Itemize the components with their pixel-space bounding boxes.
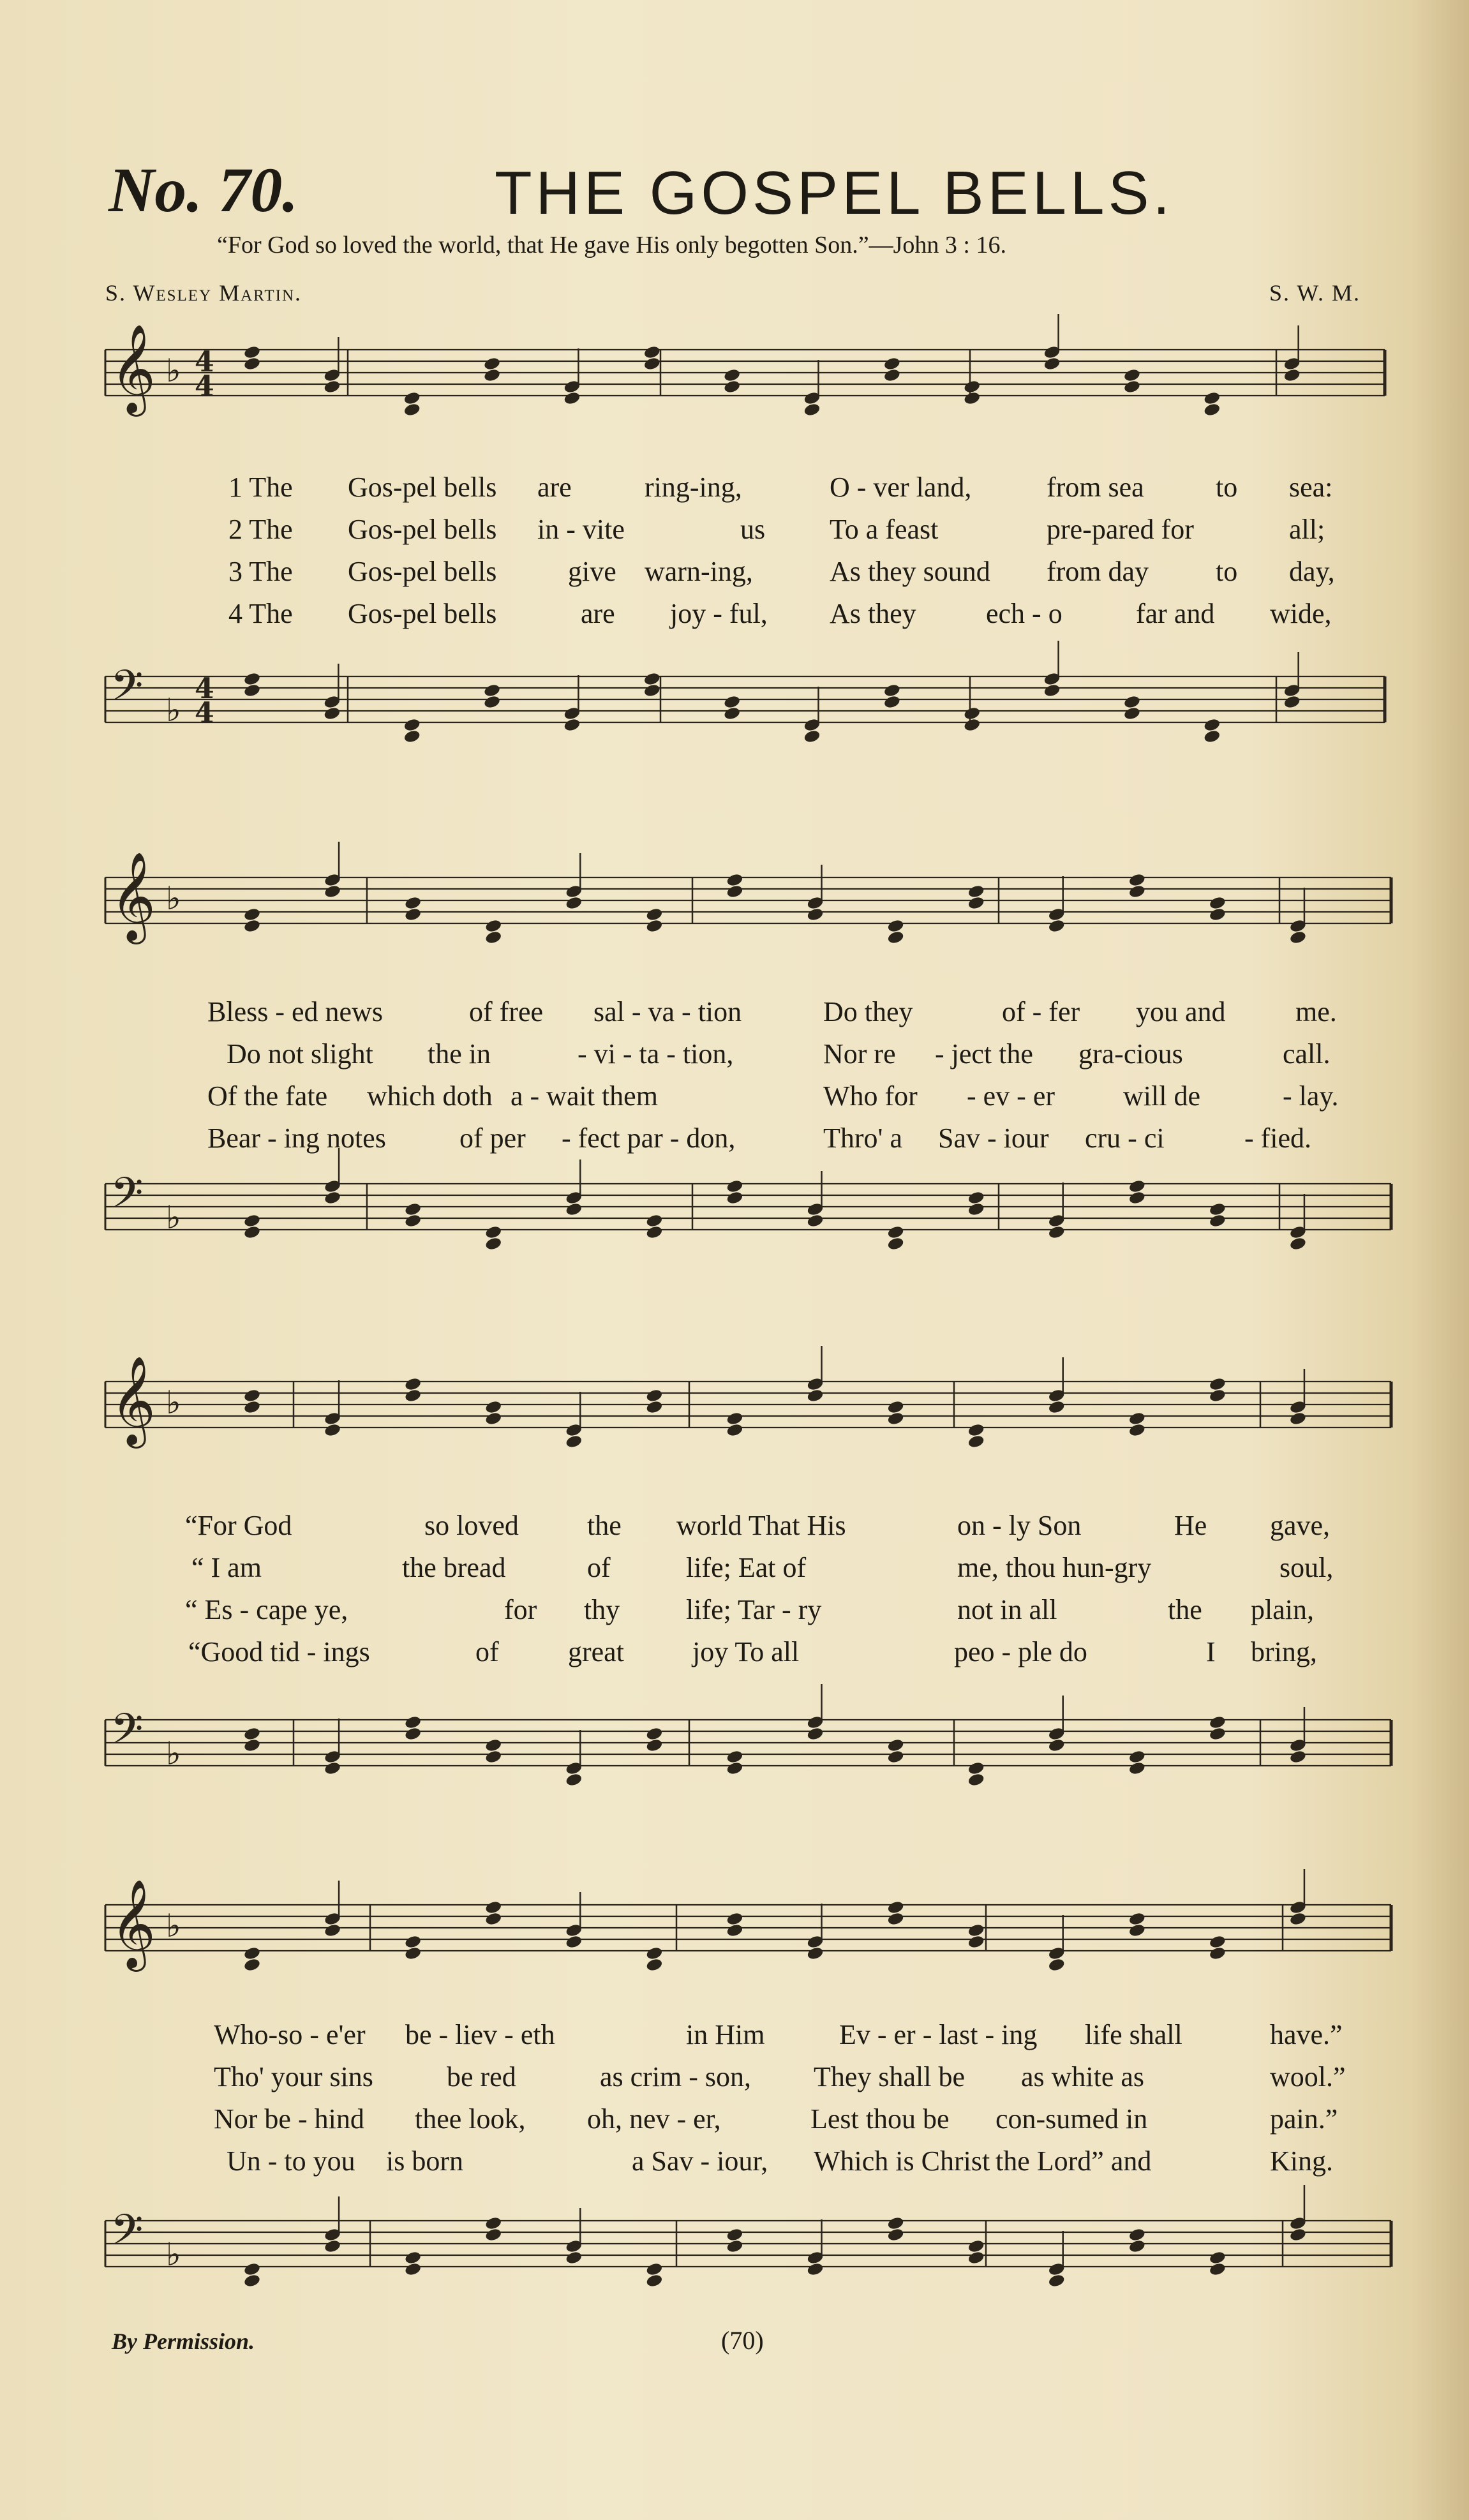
verse-line: “For God so loved the world That His on - ly Son He gave, bbox=[185, 1510, 1331, 1541]
svg-text:4: 4 bbox=[195, 346, 214, 378]
hymn-title: THE GOSPEL BELLS. bbox=[495, 159, 1174, 227]
verse-line: Bear - ing notes of per - fect par - don, Thro' a Sav - iour cru - ci - fied. bbox=[207, 1122, 1312, 1154]
verse-line: Tho' your sins be red as crim - son, They shall be as white as wool.” bbox=[214, 2061, 1346, 2092]
svg-text:𝄞: 𝄞 bbox=[110, 324, 156, 413]
svg-text:♭: ♭ bbox=[166, 1199, 181, 1236]
svg-text:𝄢: 𝄢 bbox=[110, 1168, 144, 1228]
permission-note: By Permission. bbox=[112, 2329, 255, 2354]
svg-text:𝄞: 𝄞 bbox=[110, 1879, 156, 1968]
svg-text:♭: ♭ bbox=[166, 880, 181, 917]
scripture-epigraph: “For God so loved the world, that He gave His only begotten Son.”—John 3 : 16. bbox=[217, 232, 1006, 258]
svg-text:♭: ♭ bbox=[166, 1735, 181, 1772]
verse-line: Who-so - e'er be - liev - eth in Him Ev - er - last - ing life shall have.” bbox=[214, 2019, 1343, 2050]
svg-text:𝄢: 𝄢 bbox=[110, 2205, 144, 2265]
svg-text:♭: ♭ bbox=[166, 1907, 181, 1944]
svg-text:𝄞: 𝄞 bbox=[110, 1356, 156, 1445]
verse-line: Un - to you is born a Sav - iour, Which is Christ the Lord” and King. bbox=[227, 2145, 1333, 2177]
svg-text:♭: ♭ bbox=[166, 692, 181, 729]
verse-line: “ I am the bread of life; Eat of me, thou hun-gry soul, bbox=[191, 1552, 1334, 1583]
verse-line: 4 The Gos-pel bells are joy - ful, As they ech - o far and wide, bbox=[228, 598, 1332, 629]
verse-line: 2 The Gos-pel bells in - vite us To a feast pre-pared for all; bbox=[228, 514, 1325, 545]
lyricist-credit: S. W. M. bbox=[1269, 280, 1361, 306]
verse-line: “Good tid - ings of great joy To all peo - ple do I bring, bbox=[188, 1636, 1317, 1667]
svg-text:4: 4 bbox=[195, 697, 214, 729]
verse-line: Nor be - hind thee look, oh, nev - er, Lest thou be con-sumed in pain.” bbox=[214, 2103, 1338, 2135]
svg-text:𝄞: 𝄞 bbox=[110, 852, 156, 941]
svg-text:♭: ♭ bbox=[166, 1384, 181, 1421]
verse-line: 1 The Gos-pel bells are ring-ing, O - ver land, from sea to sea: bbox=[228, 472, 1333, 503]
svg-text:♭: ♭ bbox=[166, 352, 181, 389]
svg-text:4: 4 bbox=[195, 673, 214, 705]
verse-line: Do not slight the in - vi - ta - tion, Nor re - ject the gra-cious call. bbox=[227, 1038, 1331, 1070]
composer-credit: S. Wesley Martin. bbox=[105, 280, 302, 306]
verse-line: Bless - ed news of free sal - va - tion Do they of - fer you and me. bbox=[207, 996, 1337, 1027]
svg-text:♭: ♭ bbox=[166, 2236, 181, 2273]
hymn-number: No. 70. bbox=[108, 154, 299, 225]
verse-line: Of the fate which doth a - wait them Who for - ev - er will de - lay. bbox=[207, 1080, 1339, 1112]
svg-text:4: 4 bbox=[195, 370, 214, 403]
svg-text:𝄢: 𝄢 bbox=[110, 661, 144, 720]
verse-line: “ Es - cape ye, for thy life; Tar - ry not in all the plain, bbox=[185, 1594, 1314, 1625]
svg-text:𝄢: 𝄢 bbox=[110, 1704, 144, 1764]
verse-line: 3 The Gos-pel bells give warn-ing, As they sound from day to day, bbox=[228, 556, 1335, 587]
page-number: (70) bbox=[721, 2326, 764, 2355]
